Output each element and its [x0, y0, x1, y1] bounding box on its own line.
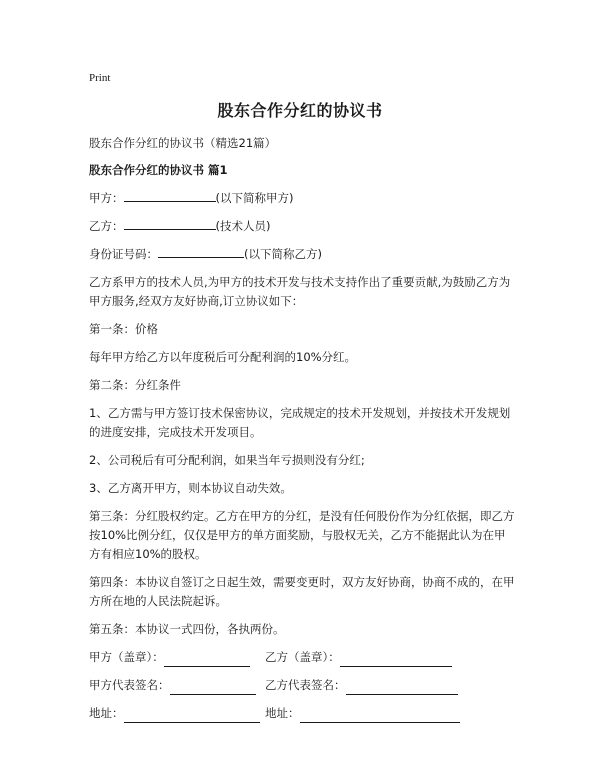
party-b-seal-blank: [340, 654, 452, 667]
party-a-seal: [89, 648, 265, 667]
page-title: 股东合作分红的协议书: [217, 101, 383, 120]
section-heading: 股东合作分红的协议书 篇1: [89, 163, 228, 177]
party-a-address-blank: [124, 710, 260, 723]
party-a-rep-label: 甲方代表签名：: [89, 678, 170, 692]
party-a-label: 甲方：: [89, 191, 124, 205]
intro-line: 股东合作分红的协议书（精选21篇）: [89, 136, 277, 150]
address-row: [89, 704, 517, 723]
party-b-seal: [265, 648, 517, 667]
id-number-line: [89, 245, 517, 264]
clause-3-paragraph: 第三条：分红股权约定。乙方在甲方的分红，是没有任何股份作为分红依据，即乙方按10%比例分红，仅仅是甲方的单方面奖励，与股权无关，乙方不能据此认为在甲方有相应10%的股权。: [89, 509, 515, 561]
clause-1-body: 每年甲方给乙方以年度税后可分配利润的10%分红。: [89, 350, 357, 364]
party-a-rep-blank: [170, 682, 256, 695]
representative-row: [89, 676, 517, 695]
party-b-address-label: 地址：: [265, 706, 300, 720]
id-number-label: 身份证号码：: [89, 247, 158, 261]
party-a-address: [89, 704, 265, 723]
party-b-line: [89, 217, 517, 236]
party-b-address: [265, 704, 517, 723]
party-a-note: (以下简称甲方): [215, 191, 294, 205]
clause-5-paragraph: 第五条：本协议一式四份，各执两份。: [89, 622, 285, 636]
party-b-address-blank: [300, 710, 460, 723]
party-b-rep-label: 乙方代表签名：: [265, 678, 346, 692]
party-a-blank: [124, 189, 216, 202]
clause-1-title: 第一条：价格: [89, 322, 158, 336]
party-b-rep: [265, 676, 517, 695]
party-a-line: [89, 189, 517, 208]
party-b-blank: [124, 217, 216, 230]
clause-2-title: 第二条：分红条件: [89, 378, 181, 392]
party-a-address-label: 地址：: [89, 706, 124, 720]
seal-row: [89, 648, 517, 667]
party-b-rep-blank: [346, 682, 458, 695]
clause-2-item-1: 1、乙方需与甲方签订技术保密协议，完成规定的技术开发规划，并按技术开发规划的进度安排，完成技术开发项目。: [89, 406, 511, 439]
party-a-rep: [89, 676, 265, 695]
print-label[interactable]: Print: [89, 72, 111, 84]
id-number-blank: [158, 245, 244, 258]
document-body: [89, 134, 517, 723]
clause-4-paragraph: 第四条：本协议自签订之日起生效，需要变更时，双方友好协商，协商不成的，在甲方所在地的人民法院起诉。: [89, 575, 515, 608]
party-a-seal-blank: [164, 654, 250, 667]
party-b-seal-label: 乙方（盖章）：: [265, 650, 340, 664]
party-b-label: 乙方：: [89, 219, 124, 233]
party-b-note: (技术人员): [215, 219, 271, 233]
id-number-note: (以下简称乙方): [244, 247, 322, 261]
clause-2-item-3: 3、乙方离开甲方，则本协议自动失效。: [89, 481, 292, 495]
clause-2-item-2: 2、公司税后有可分配利润，如果当年亏损则没有分红;: [89, 453, 365, 467]
preamble-paragraph: 乙方系甲方的技术人员,为甲方的技术开发与技术支持作出了重要贡献,为鼓励乙方为甲方服务,经双方友好协商,订立协议如下：: [89, 275, 511, 308]
party-a-seal-label: 甲方（盖章）：: [89, 650, 164, 664]
